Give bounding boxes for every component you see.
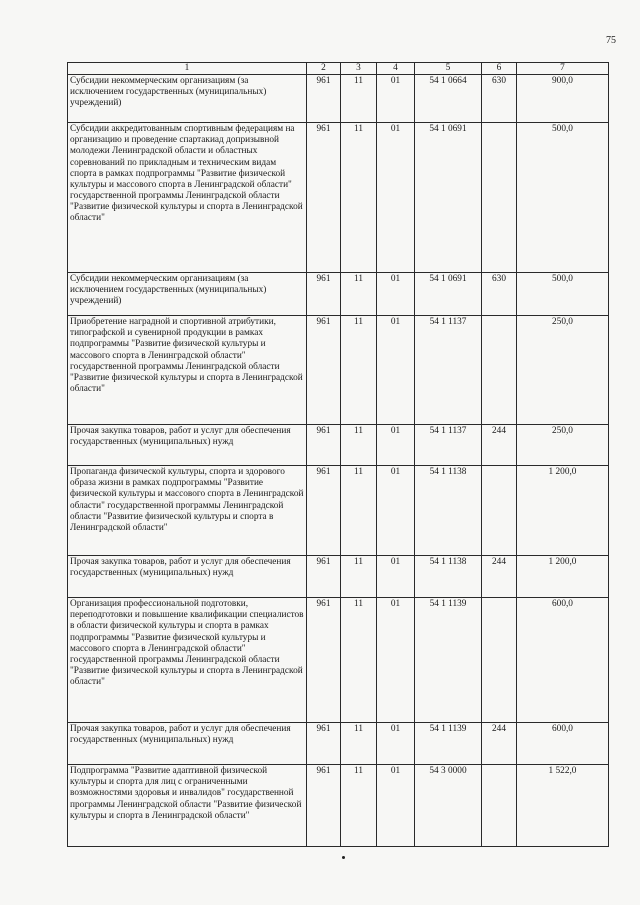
table-row [68,765,609,847]
row-subsection: 01 [377,466,415,556]
row-expense-type [482,316,517,425]
row-target-article: 54 1 1137 [415,425,482,466]
row-target-article: 54 1 1139 [415,598,482,723]
row-expense-type: 244 [482,723,517,765]
row-target-article: 54 1 1137 [415,316,482,425]
row-subsection: 01 [377,75,415,123]
row-amount: 500,0 [517,123,609,273]
row-section: 11 [341,466,377,556]
row-ministry-code: 961 [307,598,341,723]
row-name: Субсидии аккредитованным спортивным федерациям на организацию и проведение спартакиад допризывной молодежи Ленинградской области и областных соревнований по прикладным и техническим видам спорта в рамках подпрограммы "Развитие физической культуры и массового спорта в Ленинградской области" государственной программы Ленинградской области "Развитие физической культуры и спорта в Ленинградской области" [68,123,307,273]
table-row [68,466,609,556]
row-section: 11 [341,598,377,723]
row-amount: 250,0 [517,316,609,425]
row-expense-type: 244 [482,556,517,598]
table-row [68,556,609,598]
row-expense-type [482,466,517,556]
row-ministry-code: 961 [307,273,341,316]
row-subsection: 01 [377,425,415,466]
row-name: Прочая закупка товаров, работ и услуг для обеспечения государственных (муниципальных) нужд [68,425,307,466]
row-amount: 1 200,0 [517,466,609,556]
row-amount: 600,0 [517,723,609,765]
budget-table [67,62,609,847]
row-amount: 900,0 [517,75,609,123]
table-row [68,273,609,316]
row-subsection: 01 [377,723,415,765]
row-name: Пропаганда физической культуры, спорта и здорового образа жизни в рамках подпрограммы "Развитие физической культуры и массового спорта в Ленинградской области" государственной программы Ленинградской области "Развитие физической культуры и спорта в Ленинградской области" [68,466,307,556]
row-target-article: 54 1 1138 [415,466,482,556]
row-ministry-code: 961 [307,75,341,123]
row-ministry-code: 961 [307,765,341,847]
row-ministry-code: 961 [307,723,341,765]
row-ministry-code: 961 [307,556,341,598]
row-section: 11 [341,556,377,598]
row-target-article: 54 1 1139 [415,723,482,765]
row-section: 11 [341,316,377,425]
header-cell-1: 1 [68,63,307,75]
table-row [68,75,609,123]
table-row [68,598,609,723]
row-name: Прочая закупка товаров, работ и услуг для обеспечения государственных (муниципальных) нужд [68,556,307,598]
table-row [68,123,609,273]
header-cell-6: 6 [482,63,517,75]
row-expense-type: 244 [482,425,517,466]
scan-dot [342,856,345,859]
row-ministry-code: 961 [307,466,341,556]
row-ministry-code: 961 [307,316,341,425]
header-cell-7: 7 [517,63,609,75]
row-target-article: 54 1 0691 [415,123,482,273]
row-section: 11 [341,723,377,765]
row-target-article: 54 1 1138 [415,556,482,598]
row-expense-type: 630 [482,273,517,316]
row-name: Организация профессиональной подготовки, переподготовки и повышение квалификации специалистов в области физической культуры и спорта в рамках подпрограммы "Развитие физической культуры и массового спорта в Ленинградской области" государственной программы Ленинградской области "Развитие физической культуры и спорта в Ленинградской области" [68,598,307,723]
header-cell-5: 5 [415,63,482,75]
row-name: Приобретение наградной и спортивной атрибутики, типографской и сувенирной продукции в рамках подпрограммы "Развитие физической культуры и массового спорта в Ленинградской области" государственной программы Ленинградской области "Развитие физической культуры и спорта в Ленинградской области" [68,316,307,425]
row-target-article: 54 3 0000 [415,765,482,847]
header-cell-4: 4 [377,63,415,75]
row-expense-type [482,598,517,723]
row-target-article: 54 1 0691 [415,273,482,316]
header-cell-3: 3 [341,63,377,75]
row-amount: 600,0 [517,598,609,723]
row-subsection: 01 [377,556,415,598]
row-subsection: 01 [377,598,415,723]
header-cell-2: 2 [307,63,341,75]
page-number: 75 [606,35,616,46]
row-expense-type: 630 [482,75,517,123]
row-subsection: 01 [377,316,415,425]
row-section: 11 [341,75,377,123]
row-section: 11 [341,765,377,847]
row-subsection: 01 [377,123,415,273]
row-expense-type [482,765,517,847]
row-target-article: 54 1 0664 [415,75,482,123]
table-row [68,723,609,765]
row-name: Субсидии некоммерческим организациям (за исключением государственных (муниципальных) учреждений) [68,75,307,123]
table-row [68,316,609,425]
row-amount: 1 522,0 [517,765,609,847]
row-expense-type [482,123,517,273]
row-amount: 250,0 [517,425,609,466]
row-section: 11 [341,123,377,273]
row-amount: 1 200,0 [517,556,609,598]
row-name: Прочая закупка товаров, работ и услуг для обеспечения государственных (муниципальных) нужд [68,723,307,765]
row-subsection: 01 [377,273,415,316]
row-section: 11 [341,425,377,466]
row-name: Подпрограмма "Развитие адаптивной физической культуры и спорта для лиц с ограниченными возможностями здоровья и инвалидов" государственной программы Ленинградской области "Развитие физической культуры и спорта в Ленинградской области" [68,765,307,847]
row-ministry-code: 961 [307,425,341,466]
row-section: 11 [341,273,377,316]
row-amount: 500,0 [517,273,609,316]
table-header-row [68,63,609,75]
row-ministry-code: 961 [307,123,341,273]
table-row [68,425,609,466]
row-name: Субсидии некоммерческим организациям (за исключением государственных (муниципальных) учреждений) [68,273,307,316]
row-subsection: 01 [377,765,415,847]
